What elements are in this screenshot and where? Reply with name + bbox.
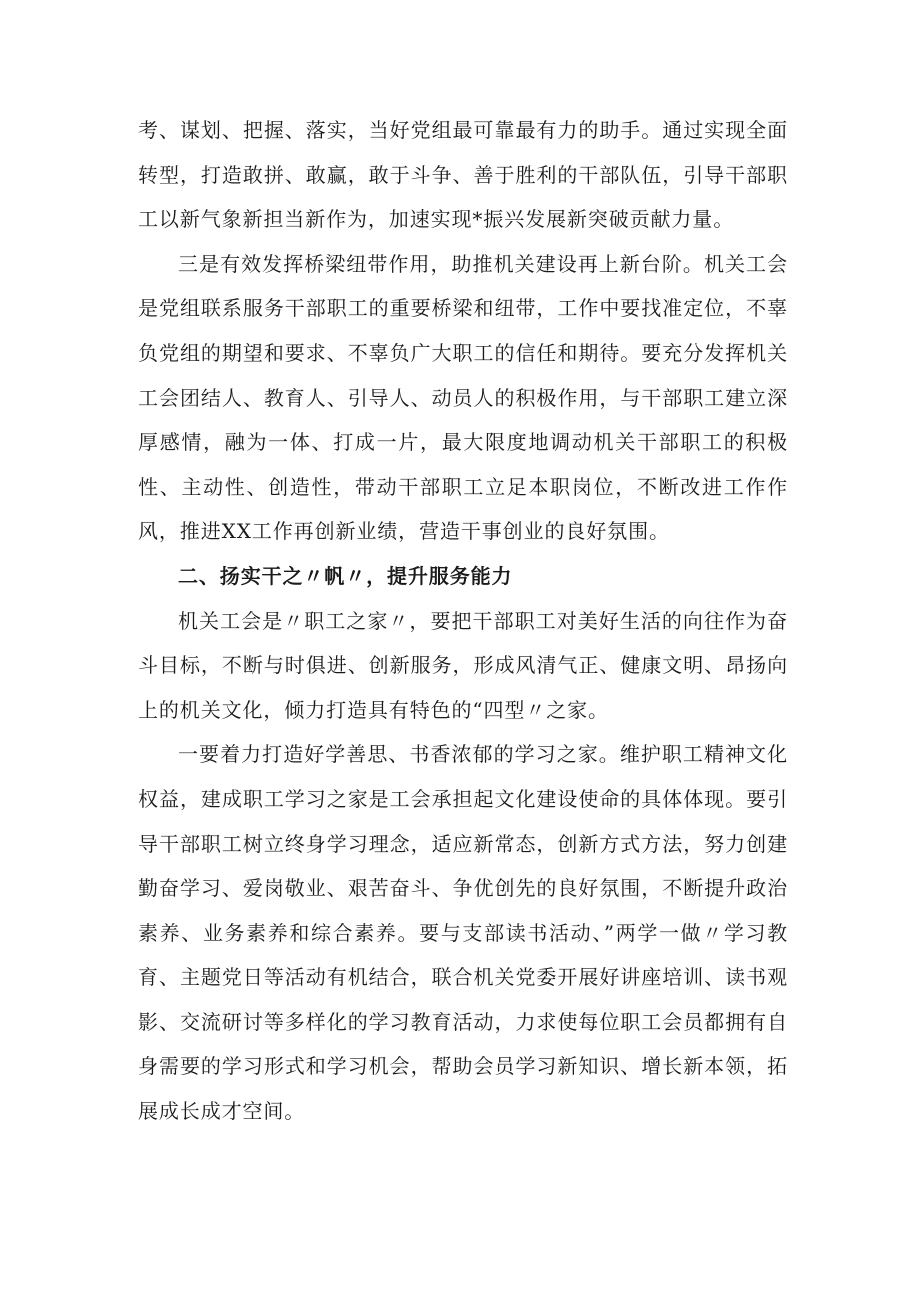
paragraph-continued: 考、谋划、把握、落实，当好党组最可靠最有力的助手。通过实现全面转型，打造敢拼、敢赢，敢于斗争、善于胜利的干部队伍，引导干部职工以新气象新担当新作为，加速实现*振兴发展新突破贡献力量。 [138, 118, 788, 232]
paragraph-staff-home: 机关工会是〃职工之家〃，要把干部职工对美好生活的向往作为奋斗目标，不断与时俱进、创新服务，形成风清气正、健康文明、昂扬向上的机关文化，倾力打造具有特色的“四型〃之家。 [138, 608, 788, 722]
paragraph-bridge-role: 三是有效发挥桥梁纽带作用，助推机关建设再上新台阶。机关工会是党组联系服务干部职工的重要桥梁和纽带，工作中要找准定位，不辜负党组的期望和要求、不辜负广大职工的信任和期待。要充分发挥机关工会团结人、教育人、引导人、动员人的积极作用，与干部职工建立深厚感情，融为一体、打成一片，最大限度地调动机关干部职工的积极性、主动性、创造性，带动干部职工立足本职岗位，不断改进工作作风，推进XX工作再创新业绩，营造干事创业的良好氛围。 [138, 251, 788, 544]
paragraph-learning-home: 一要着力打造好学善思、书香浓郁的学习之家。维护职工精神文化权益，建成职工学习之家是工会承担起文化建设使命的具体体现。要引导干部职工树立终身学习理念，适应新常态，创新方式方法，努力创建勤奋学习、爱岗敬业、艰苦奋斗、争优创先的良好氛围，不断提升政治素养、业务素养和综合素养。要与支部读书活动、”两学一做〃学习教育、主题党日等活动有机结合，联合机关党委开展好讲座培训、读书观影、交流研讨等多样化的学习教育活动，力求使每位职工会员都拥有自身需要的学习形式和学习机会，帮助会员学习新知识、增长新本领，拓展成长成才空间。 [138, 742, 788, 1124]
section-heading: 二、扬实干之〃帆〃，提升服务能力 [178, 563, 513, 588]
document-body [138, 108, 788, 1134]
